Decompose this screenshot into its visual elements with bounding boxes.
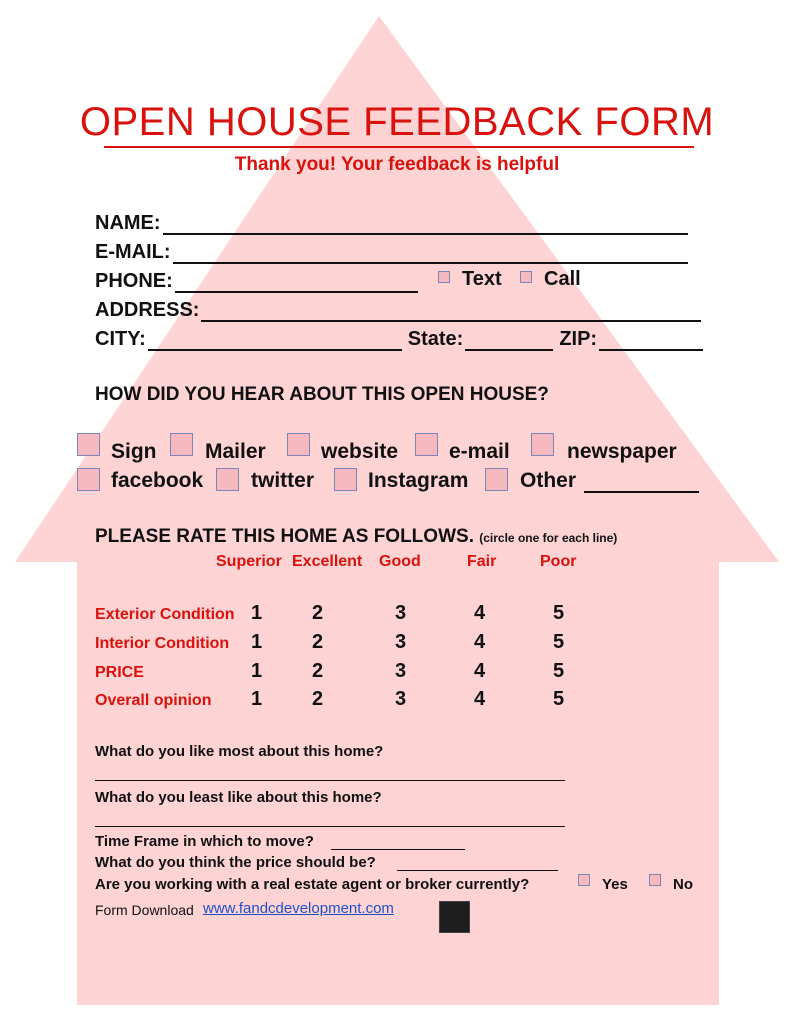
agent-yes-checkbox[interactable]: [578, 874, 590, 886]
address-field[interactable]: [95, 299, 701, 322]
row-label-interior: Interior Condition: [95, 635, 230, 652]
phone-field[interactable]: [95, 270, 418, 293]
email-source-label: e-mail: [449, 440, 510, 463]
facebook-checkbox[interactable]: [77, 468, 100, 491]
phone-line[interactable]: [175, 273, 418, 293]
agent-question: Are you working with a real estate agent or broker currently?: [95, 876, 530, 893]
sign-label: Sign: [111, 440, 157, 463]
rating-option[interactable]: 3: [395, 660, 407, 682]
city-field[interactable]: [95, 328, 703, 351]
zip-label: ZIP:: [559, 328, 598, 350]
row-label-overall: Overall opinion: [95, 692, 212, 709]
name-line[interactable]: [163, 215, 688, 235]
agent-no-checkbox[interactable]: [649, 874, 661, 886]
rating-option[interactable]: 4: [474, 688, 486, 710]
title-underline: [104, 146, 694, 148]
rating-option[interactable]: 2: [312, 688, 324, 710]
scale-label-poor: Poor: [540, 553, 577, 570]
rating-option[interactable]: 4: [474, 660, 486, 682]
hear-about-question: HOW DID YOU HEAR ABOUT THIS OPEN HOUSE?: [95, 384, 549, 405]
other-checkbox[interactable]: [485, 468, 508, 491]
time-frame-answer-line[interactable]: [331, 849, 465, 850]
rating-option[interactable]: 3: [395, 602, 407, 624]
agent-no-label: No: [673, 876, 693, 893]
rating-option[interactable]: 1: [251, 688, 263, 710]
form-title: OPEN HOUSE FEEDBACK FORM: [79, 100, 715, 144]
time-frame-question: Time Frame in which to move?: [95, 833, 314, 850]
row-label-exterior: Exterior Condition: [95, 606, 235, 623]
like-least-question: What do you least like about this home?: [95, 789, 382, 806]
agent-yes-label: Yes: [602, 876, 628, 893]
thumbnail-image: [439, 901, 470, 933]
rating-option[interactable]: 3: [395, 631, 407, 653]
rating-heading: PLEASE RATE THIS HOME AS FOLLOWS. (circle one for each line): [95, 526, 618, 547]
form-download-label: Form Download: [95, 902, 194, 918]
sign-checkbox[interactable]: [77, 433, 100, 456]
call-option-label: Call: [544, 268, 581, 290]
facebook-label: facebook: [111, 469, 204, 492]
email-field[interactable]: [95, 241, 688, 264]
rating-option[interactable]: 5: [553, 602, 565, 624]
text-option-label: Text: [462, 268, 502, 290]
zip-line[interactable]: [599, 331, 703, 351]
rating-option[interactable]: 1: [251, 631, 263, 653]
email-line[interactable]: [173, 244, 688, 264]
like-least-answer-line[interactable]: [95, 826, 565, 827]
instagram-label: Instagram: [368, 469, 469, 492]
instagram-checkbox[interactable]: [334, 468, 357, 491]
website-label: website: [321, 440, 399, 463]
like-most-answer-line[interactable]: [95, 780, 565, 781]
like-most-question: What do you like most about this home?: [95, 743, 384, 760]
other-label: Other: [520, 469, 577, 492]
rating-option[interactable]: 5: [553, 631, 565, 653]
rating-option[interactable]: 4: [474, 602, 486, 624]
newspaper-label: newspaper: [567, 440, 677, 463]
price-answer-line[interactable]: [397, 870, 558, 871]
state-label: State:: [407, 328, 464, 350]
other-line[interactable]: [584, 473, 699, 493]
mailer-label: Mailer: [205, 440, 266, 463]
call-checkbox[interactable]: [520, 271, 532, 283]
newspaper-checkbox[interactable]: [531, 433, 554, 456]
form-subtitle: Thank you! Your feedback is helpful: [234, 154, 560, 175]
website-checkbox[interactable]: [287, 433, 310, 456]
scale-label-excellent: Excellent: [292, 553, 363, 570]
twitter-checkbox[interactable]: [216, 468, 239, 491]
rating-option[interactable]: 5: [553, 660, 565, 682]
price-question: What do you think the price should be?: [95, 854, 376, 871]
rating-option[interactable]: 3: [395, 688, 407, 710]
rating-option[interactable]: 5: [553, 688, 565, 710]
rating-option[interactable]: 2: [312, 602, 324, 624]
state-line[interactable]: [465, 331, 553, 351]
mailer-checkbox[interactable]: [170, 433, 193, 456]
email-label: E-MAIL:: [95, 241, 171, 263]
text-checkbox[interactable]: [438, 271, 450, 283]
row-label-price: PRICE: [95, 664, 144, 681]
rating-option[interactable]: 2: [312, 631, 324, 653]
phone-label: PHONE:: [95, 270, 173, 292]
scale-label-superior: Superior: [216, 553, 282, 570]
twitter-label: twitter: [251, 469, 314, 492]
city-label: CITY:: [95, 328, 146, 350]
email-source-checkbox[interactable]: [415, 433, 438, 456]
scale-label-fair: Fair: [467, 553, 497, 570]
rating-option[interactable]: 2: [312, 660, 324, 682]
address-label: ADDRESS:: [95, 299, 200, 321]
scale-label-good: Good: [379, 553, 421, 570]
rating-option[interactable]: 1: [251, 602, 263, 624]
city-line[interactable]: [148, 331, 402, 351]
rating-note: (circle one for each line): [479, 531, 618, 545]
form-download-link[interactable]: www.fandcdevelopment.com: [203, 900, 394, 917]
rating-option[interactable]: 4: [474, 631, 486, 653]
name-field[interactable]: [95, 212, 688, 235]
rating-option[interactable]: 1: [251, 660, 263, 682]
address-line[interactable]: [201, 302, 701, 322]
name-label: NAME:: [95, 212, 161, 234]
rating-heading-text: PLEASE RATE THIS HOME AS FOLLOWS: [95, 526, 469, 547]
